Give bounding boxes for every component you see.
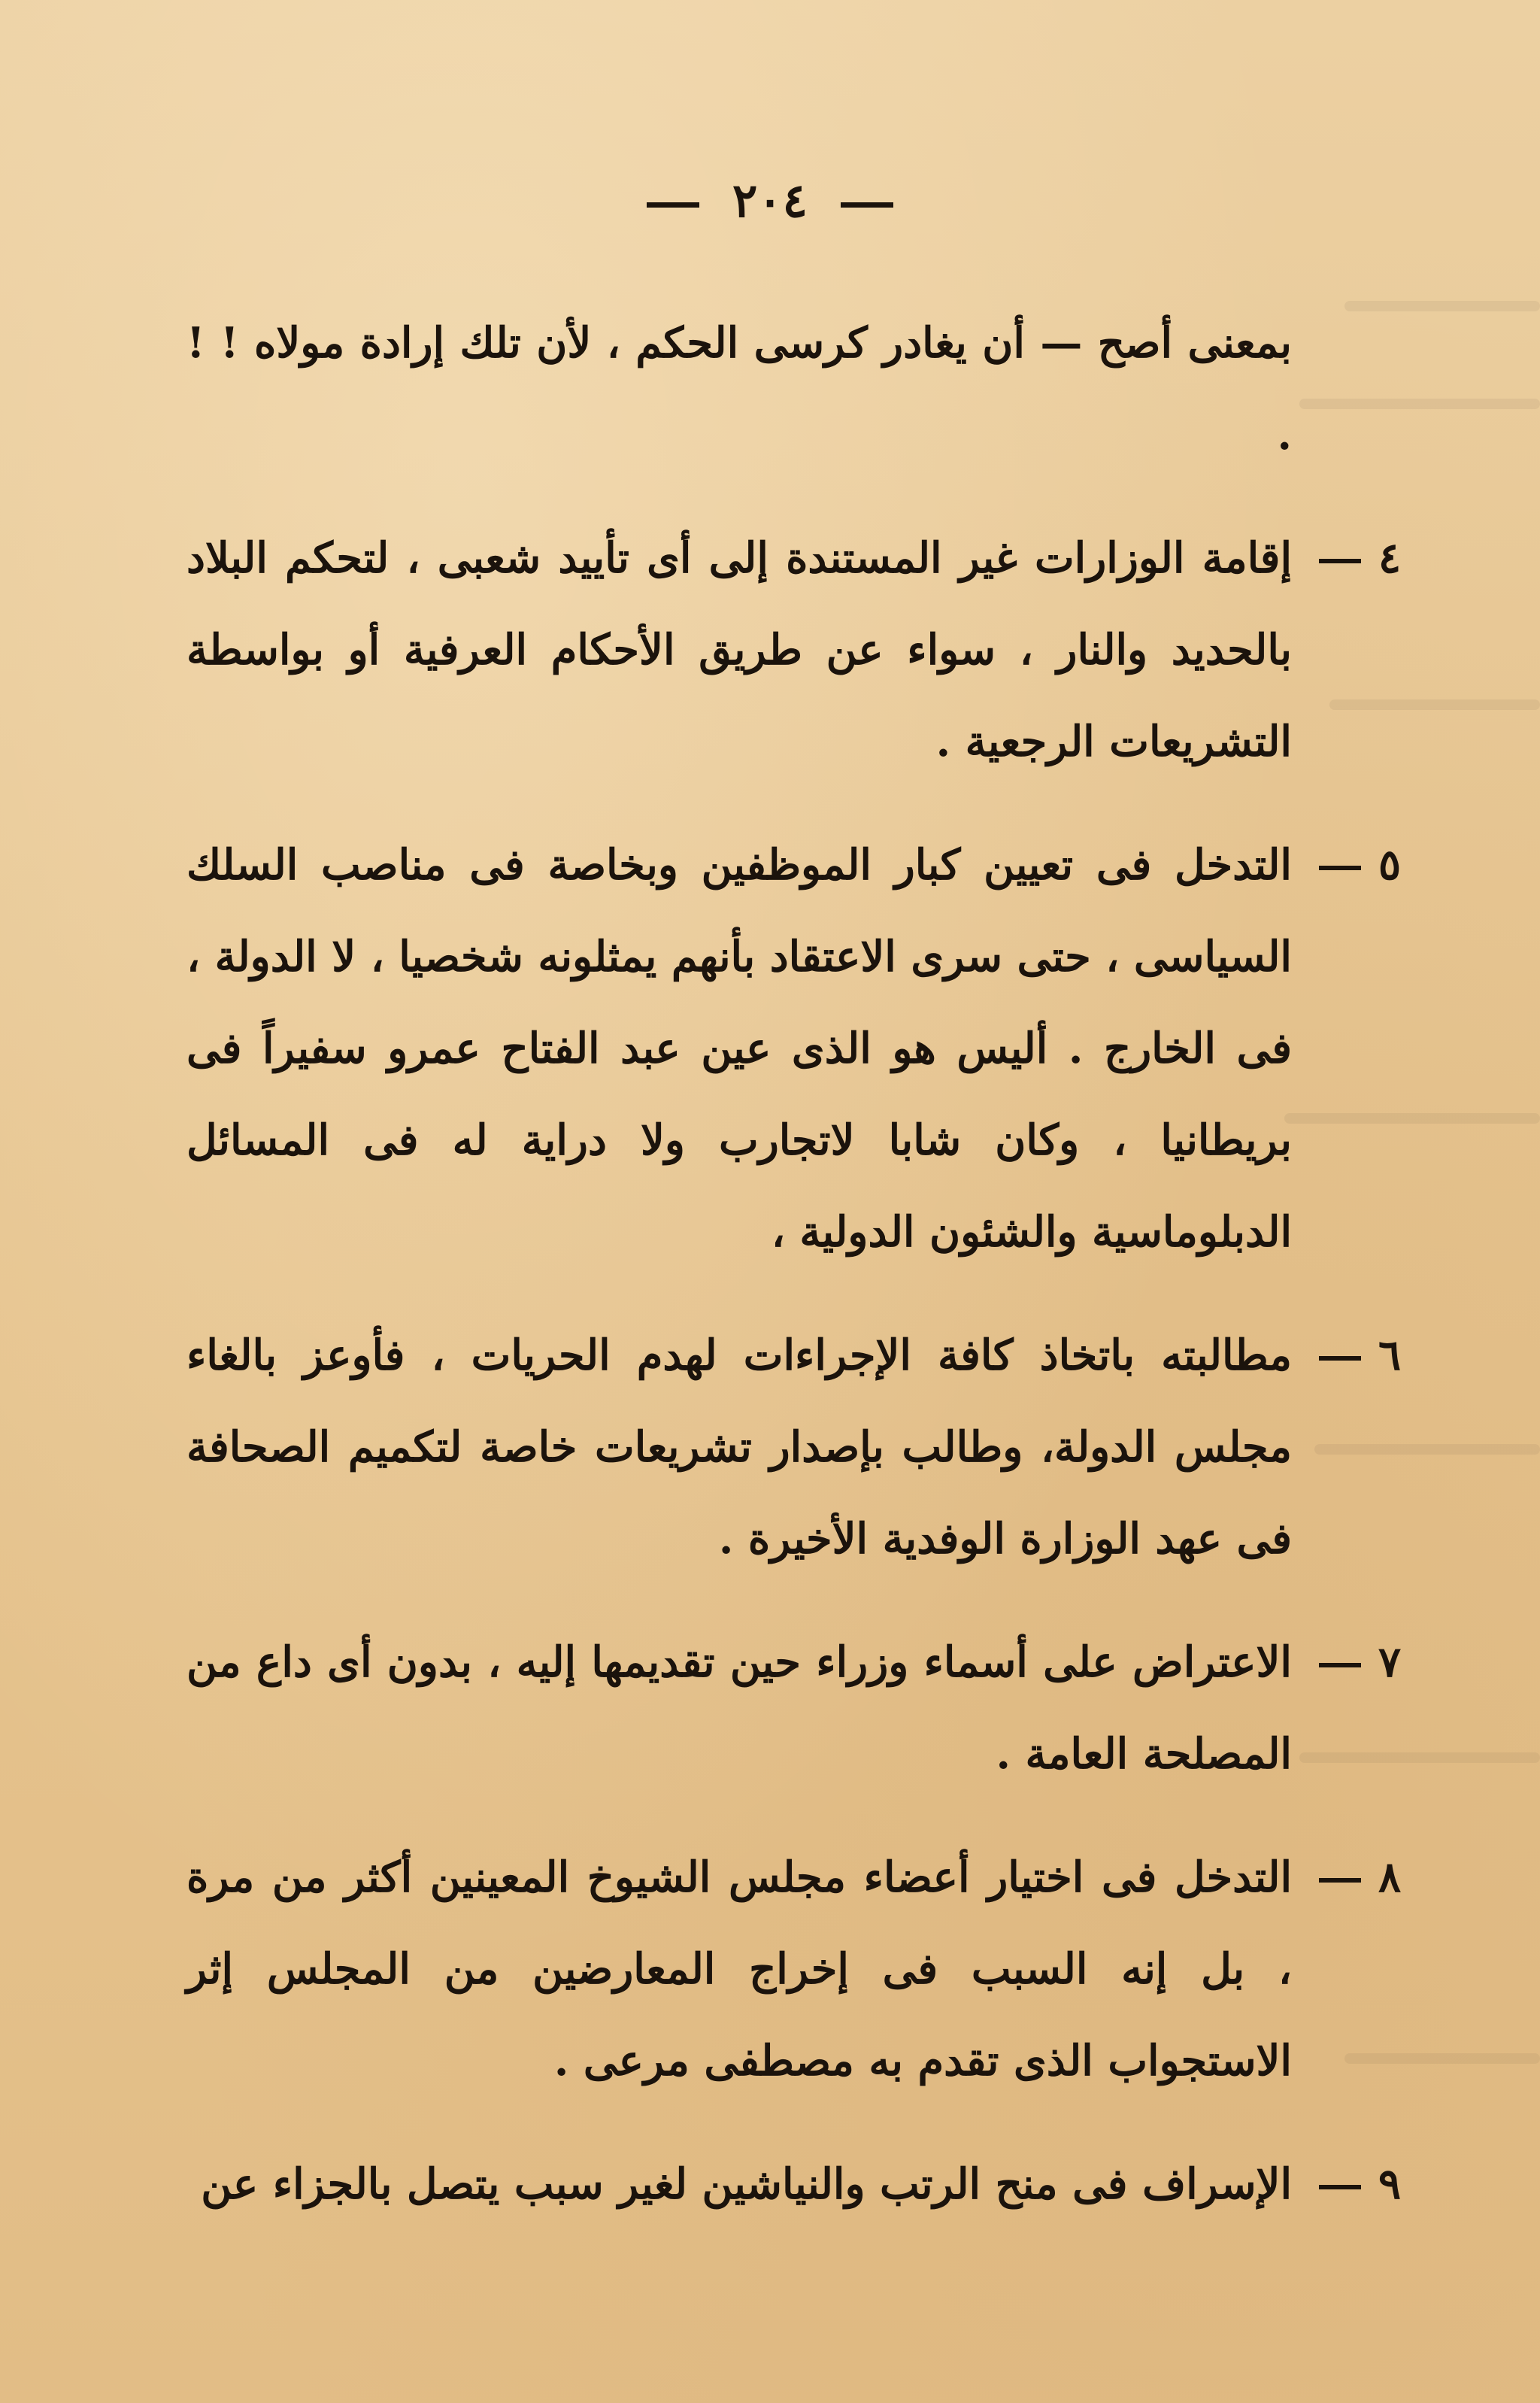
list-item-number (1299, 1831, 1405, 1923)
item-dash (1319, 866, 1361, 870)
item-number-text: ٦ (1378, 1330, 1402, 1380)
list-item-5 (186, 819, 1402, 1278)
list-item-6 (186, 1309, 1402, 1585)
list-item-text: التدخل فى تعيين كبار الموظفين وبخاصة فى مناصب السلك السياسى ، حتى سرى الاعتقاد بأنهم يمثلونه شخصيا ، لا الدولة ، فى الخارج . أليس هو الذى عين عبد الفتاح عمرو سفيراً فى بريطانيا ، وكان شابا لاتجارب ولا دراية له فى المسائل الدبلوماسية والشئون الدولية ، (186, 840, 1292, 1257)
list-item-9 (186, 2138, 1402, 2230)
page-body (186, 297, 1402, 2262)
list-item-text: إقامة الوزارات غير المستندة إلى أى تأييد شعبى ، لتحكم البلاد بالحديد والنار ، سواء عن طريق الأحكام العرفية أو بواسطة التشريعات الرجعية . (186, 533, 1292, 766)
list-item-text: مطالبته باتخاذ كافة الإجراءات لهدم الحريات ، فأوعز بالغاء مجلس الدولة، وطالب بإصدار تشريعات خاصة لتكميم الصحافة فى عهد الوزارة الوفدية الأخيرة . (186, 1330, 1292, 1564)
item-number-text: ٥ (1378, 840, 1402, 890)
item-dash (1319, 1878, 1361, 1883)
bleed-through-mark (1299, 1752, 1540, 1763)
bleed-through-mark (1329, 699, 1540, 710)
page-number-dash-right (841, 202, 893, 208)
page-number-dash-left (647, 202, 699, 208)
list-item-number (1299, 819, 1405, 911)
list-item-text: التدخل فى اختيار أعضاء مجلس الشيوخ المعينين أكثر من مرة ، بل إنه السبب فى إخراج المعارضين من المجلس إثر الاستجواب الذى تقدم به مصطفى مرعى . (186, 1852, 1292, 2086)
item-dash (1319, 1663, 1361, 1667)
item-dash (1319, 2185, 1361, 2189)
intro-text: بمعنى أصح — أن يغادر كرسى الحكم ، لأن تلك إرادة مولاه ! ! . (186, 318, 1293, 460)
bleed-through-mark (1344, 2053, 1540, 2064)
page-number (0, 173, 1540, 228)
item-number-text: ٨ (1378, 1852, 1402, 1902)
list-item-8 (186, 1831, 1402, 2107)
list-item-text: الاعتراض على أسماء وزراء حين تقديمها إليه ، بدون أى داع من المصلحة العامة . (186, 1637, 1292, 1779)
list-item-number (1299, 1309, 1405, 1401)
list-item-number (1299, 2138, 1405, 2230)
list-item-number (1299, 512, 1405, 604)
bleed-through-mark (1344, 301, 1540, 311)
list-item-number (1299, 1616, 1405, 1708)
bleed-through-mark (1284, 1113, 1540, 1124)
page-number-text: ٢٠٤ (732, 173, 808, 228)
item-number-text: ٩ (1378, 2159, 1402, 2209)
bleed-through-mark (1299, 399, 1540, 409)
list-item-4 (186, 512, 1402, 787)
list-item-7 (186, 1616, 1402, 1800)
intro-paragraph (186, 297, 1292, 481)
item-dash (1319, 1356, 1361, 1361)
item-number-text: ٤ (1378, 533, 1402, 583)
list-item-text: الإسراف فى منح الرتب والنياشين لغير سبب يتصل بالجزاء عن (201, 2159, 1292, 2209)
item-number-text: ٧ (1378, 1637, 1402, 1687)
item-dash (1319, 559, 1361, 563)
bleed-through-mark (1314, 1444, 1540, 1455)
